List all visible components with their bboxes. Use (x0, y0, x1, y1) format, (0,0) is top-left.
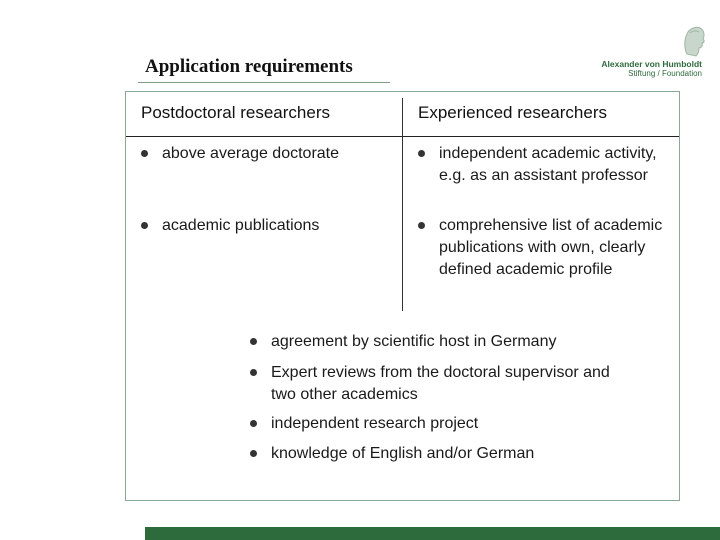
slide-title: Application requirements (145, 56, 353, 77)
bullet-icon (418, 150, 425, 157)
column-header-postdoctoral: Postdoctoral researchers (141, 103, 330, 122)
list-item-text: independent academic activity, e.g. as an assistant professor (439, 145, 657, 184)
bullet-icon (250, 338, 257, 345)
bullet-icon (418, 222, 425, 229)
list-item-text: agreement by scientific host in Germany (271, 333, 557, 350)
title-underline (138, 82, 390, 83)
bullet-icon (250, 450, 257, 457)
bullet-icon (141, 150, 148, 157)
column-divider (402, 98, 403, 311)
humboldt-logo (600, 24, 712, 80)
list-item-text: Expert reviews from the doctoral supervisor and two other academics (271, 364, 610, 403)
list-item-text: comprehensive list of academic publications with own, clearly defined academic profile (439, 217, 663, 278)
list-item-text: above average doctorate (162, 145, 340, 162)
list-item-text: independent research project (271, 415, 479, 432)
bullet-icon (250, 420, 257, 427)
list-item-text: academic publications (162, 217, 320, 234)
bullet-icon (250, 369, 257, 376)
logo-name: Alexander von Humboldt (601, 59, 702, 69)
footer-bar (145, 527, 720, 540)
humboldt-portrait-icon (678, 24, 708, 58)
bullet-icon (141, 222, 148, 229)
column-header-experienced: Experienced researchers (418, 103, 607, 122)
list-item-text: knowledge of English and/or German (271, 445, 535, 462)
logo-subtitle: Stiftung / Foundation (628, 69, 702, 78)
